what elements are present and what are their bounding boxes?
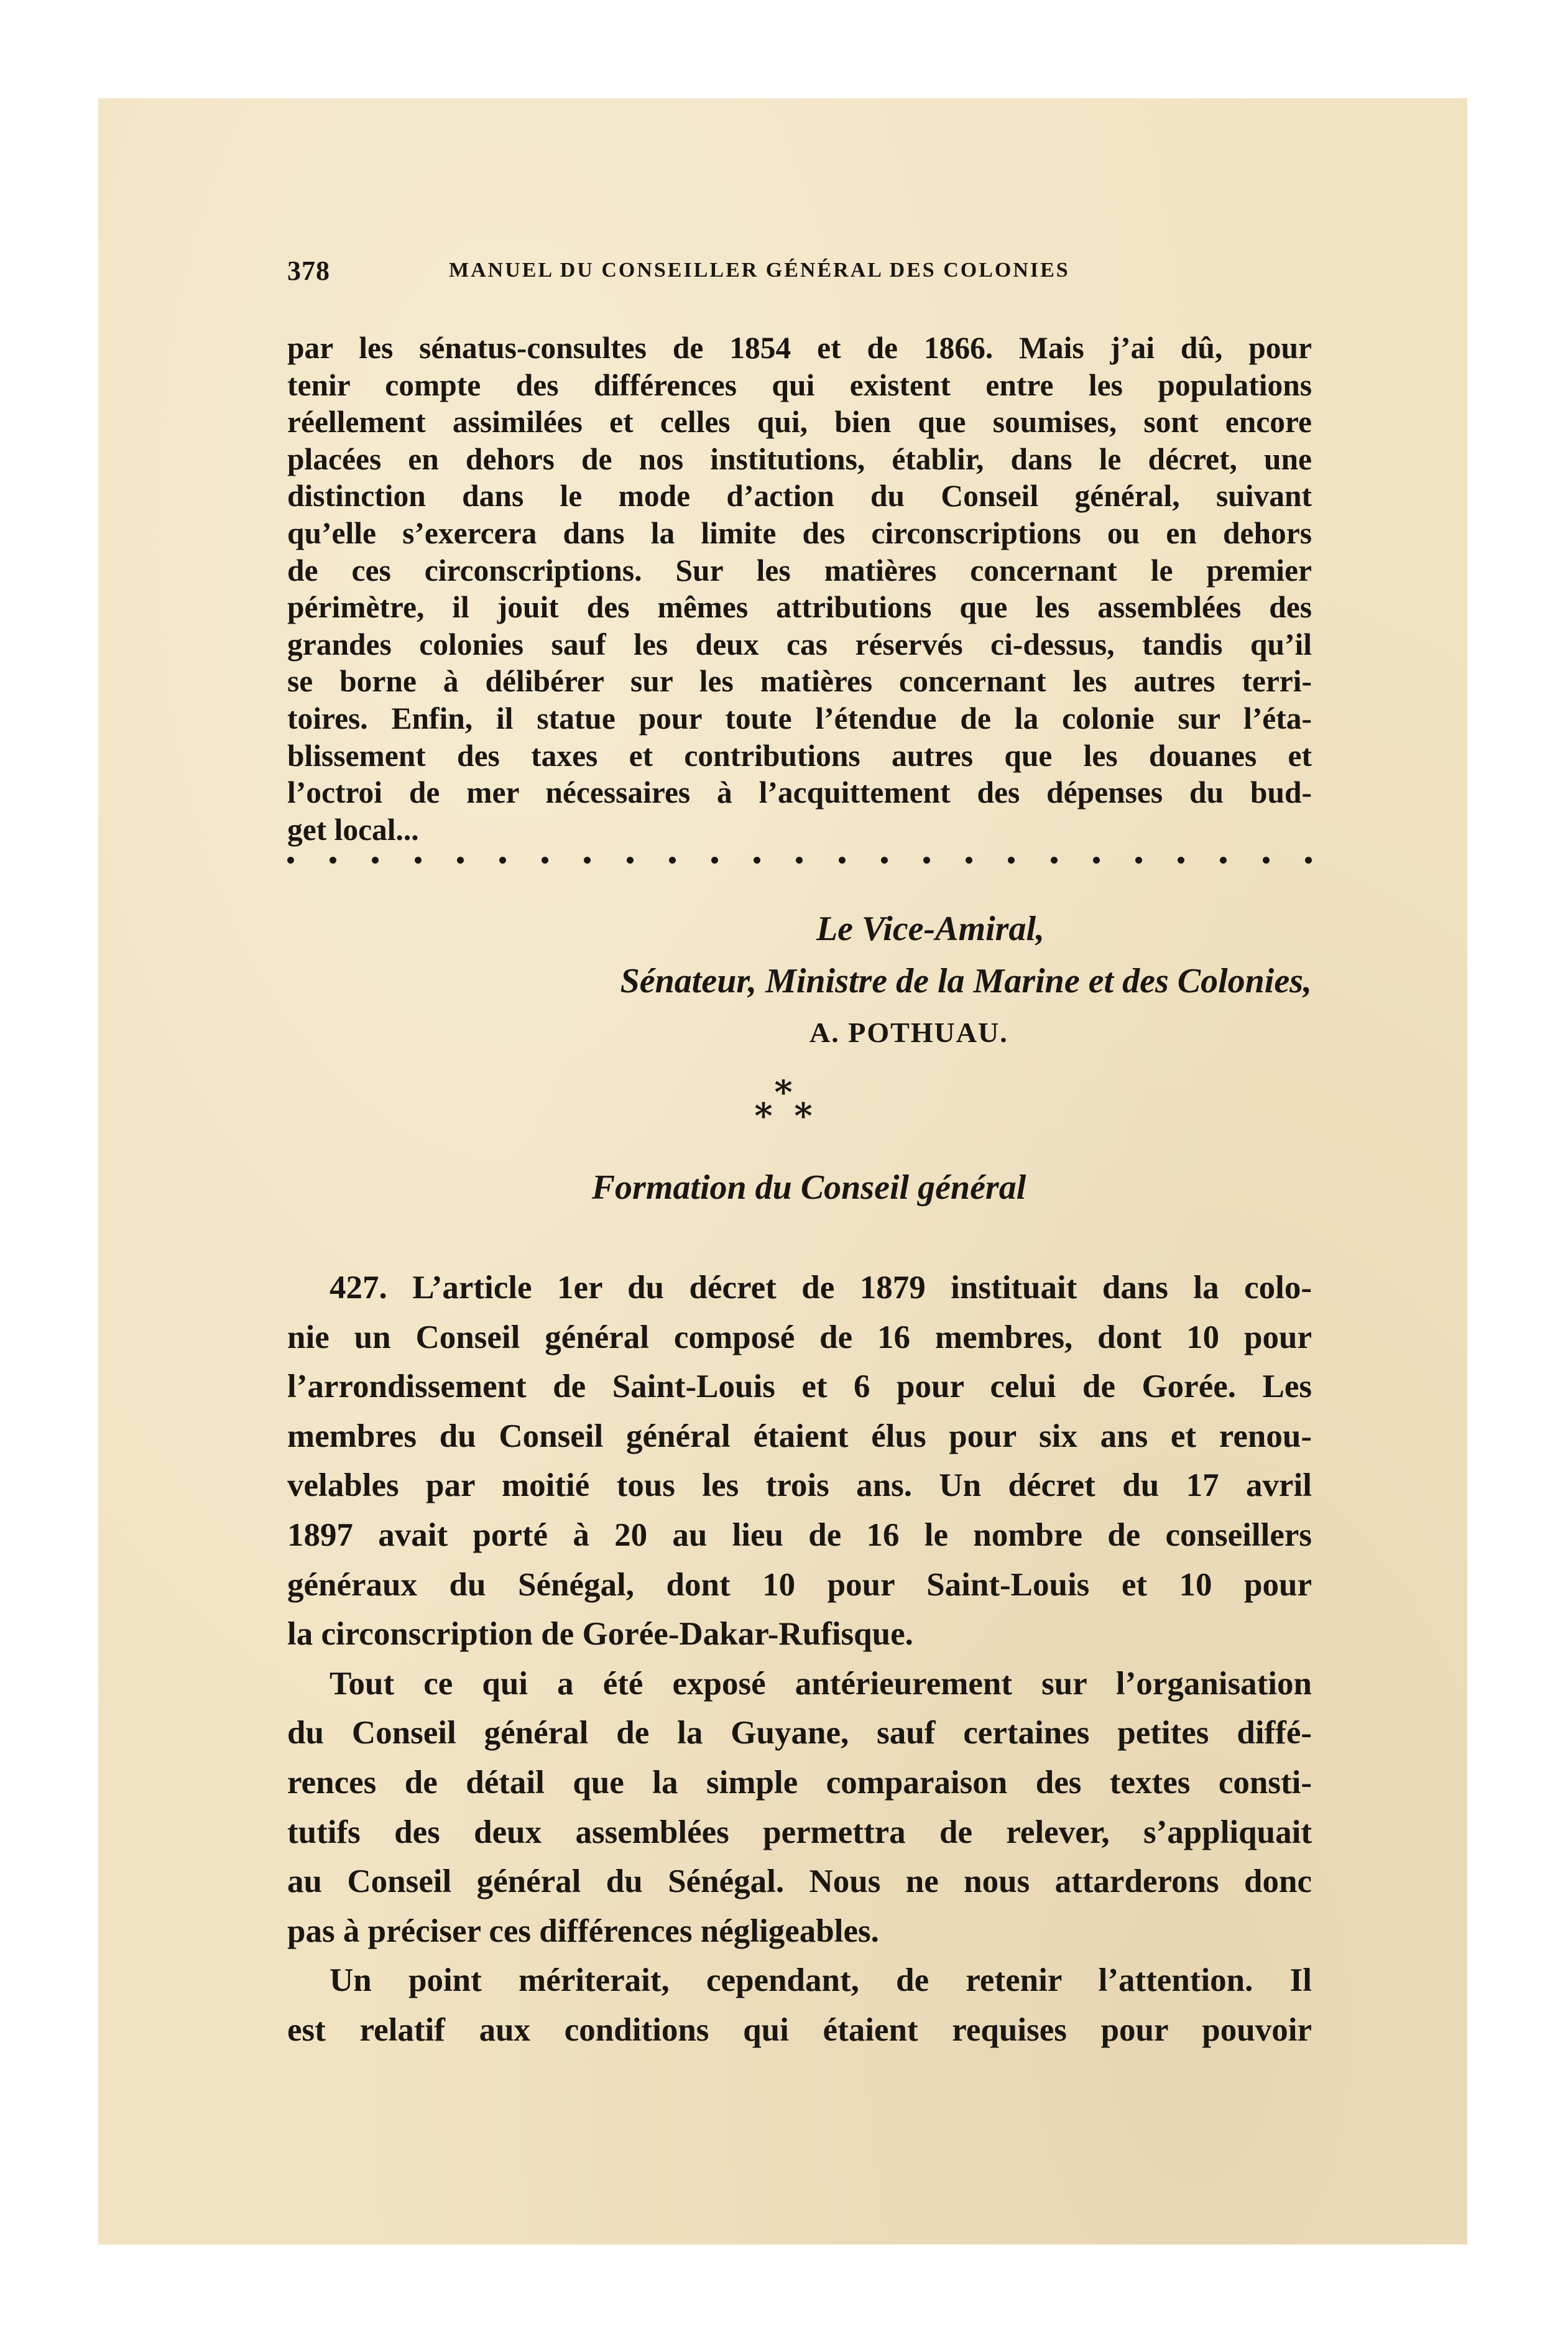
- leader-dot: [627, 857, 634, 864]
- quoted-decree-text: [287, 330, 1312, 848]
- text-line: blissement des taxes et contributions autres que les douanes et: [287, 738, 1312, 773]
- text-line: nie un Conseil général composé de 16 membres, dont 10 pour: [287, 1319, 1312, 1355]
- leader-dot: [584, 857, 591, 864]
- asterism-icon: [740, 1079, 827, 1142]
- text-line: se borne à délibérer sur les matières concernant les autres terri-: [287, 664, 1312, 699]
- leader-dot: [1008, 857, 1015, 864]
- text-line: rences de détail que la simple comparaison des textes consti-: [287, 1764, 1312, 1801]
- text-line: pas à préciser ces différences négligeables.: [287, 1913, 879, 1949]
- leader-dot: [923, 857, 930, 864]
- text-line: tutifs des deux assemblées permettra de relever, s’appliquait: [287, 1814, 1312, 1850]
- text-line: distinction dans le mode d’action du Conseil général, suivant: [287, 479, 1312, 514]
- body-text: [287, 1263, 1312, 2056]
- svg-text:*: *: [794, 1096, 813, 1137]
- text-line: get local...: [287, 812, 419, 847]
- page-header: [287, 255, 1170, 292]
- leader-dot: [1220, 857, 1227, 864]
- text-line: 427. L’article 1er du décret de 1879 instituait dans la colo-: [330, 1270, 1312, 1306]
- svg-text:*: *: [754, 1096, 773, 1137]
- text-line: Un point mériterait, cependant, de retenir l’attention. Il: [330, 1962, 1312, 1999]
- leader-dot: [1135, 857, 1142, 864]
- text-line: du Conseil général de la Guyane, sauf certaines petites diffé-: [287, 1715, 1312, 1751]
- text-line: réellement assimilées et celles qui, bien que soumises, sont encore: [287, 405, 1312, 440]
- running-title: MANUEL DU CONSEILLER GÉNÉRAL DES COLONIES: [449, 259, 1070, 282]
- text-line: est relatif aux conditions qui étaient requises pour pouvoir: [287, 2011, 1312, 2048]
- leader-dot: [839, 857, 846, 864]
- leader-dot: [330, 857, 336, 864]
- text-line: 1897 avait porté à 20 au lieu de 16 le nombre de conseillers: [287, 1516, 1312, 1553]
- leader-dot: [669, 857, 676, 864]
- asterism-divider: [740, 1079, 827, 1142]
- leader-dot: [1178, 857, 1184, 864]
- text-line: grandes colonies sauf les deux cas réservés ci-dessus, tandis qu’il: [287, 627, 1312, 662]
- leader-dot: [1305, 857, 1312, 864]
- text-line: périmètre, il jouit des mêmes attributions que les assemblées des: [287, 590, 1312, 625]
- leader-dot: [287, 857, 294, 864]
- leader-dot: [754, 857, 760, 864]
- page-number: 378: [287, 256, 330, 286]
- leader-dot: [966, 857, 972, 864]
- text-line: l’arrondissement de Saint-Louis et 6 pour celui de Gorée. Les: [287, 1368, 1312, 1405]
- text-line: qu’elle s’exercera dans la limite des circonscriptions ou en dehors: [287, 515, 1312, 550]
- leader-dot: [542, 857, 548, 864]
- leader-dot: [1263, 857, 1270, 864]
- text-line: la circonscription de Gorée-Dakar-Rufisque.: [287, 1616, 913, 1653]
- leader-dot: [1051, 857, 1058, 864]
- section-heading: Formation du Conseil général: [591, 1168, 1026, 1207]
- ellipsis-dot-leader: [287, 857, 1312, 864]
- text-line: toires. Enfin, il statue pour toute l’étendue de la colonie sur l’éta-: [287, 701, 1312, 736]
- text-line: généraux du Sénégal, dont 10 pour Saint-Louis et 10 pour: [287, 1566, 1312, 1603]
- leader-dot: [881, 857, 888, 864]
- text-line: velables par moitié tous les trois ans. Un décret du 17 avril: [287, 1467, 1312, 1504]
- leader-dot: [415, 857, 422, 864]
- leader-dot: [499, 857, 506, 864]
- text-line: tenir compte des différences qui existent entre les populations: [287, 367, 1312, 402]
- leader-dot: [796, 857, 803, 864]
- leader-dot: [457, 857, 464, 864]
- text-line: Tout ce qui a été exposé antérieurement sur l’organisation: [330, 1665, 1312, 1702]
- text-line: l’octroi de mer nécessaires à l’acquittement des dépenses du bud-: [287, 775, 1312, 810]
- leader-dot: [711, 857, 718, 864]
- text-line: placées en dehors de nos institutions, établir, dans le décret, une: [287, 441, 1312, 476]
- leader-dot: [372, 857, 379, 864]
- text-line: membres du Conseil général étaient élus pour six ans et renou-: [287, 1418, 1312, 1454]
- signature-role: Sénateur, Ministre de la Marine et des Colonies,: [620, 962, 1312, 1000]
- svg-text:*: *: [774, 1079, 793, 1113]
- text-line: par les sénatus-consultes de 1854 et de 1866. Mais j’ai dû, pour: [287, 331, 1312, 365]
- text-line: au Conseil général du Sénégal. Nous ne nous attarderons donc: [287, 1863, 1312, 1900]
- signature-title: Le Vice-Amiral,: [816, 910, 1045, 948]
- signature-name: A. POTHUAU.: [809, 1017, 1008, 1048]
- text-line: de ces circonscriptions. Sur les matières concernant le premier: [287, 553, 1312, 588]
- leader-dot: [1093, 857, 1100, 864]
